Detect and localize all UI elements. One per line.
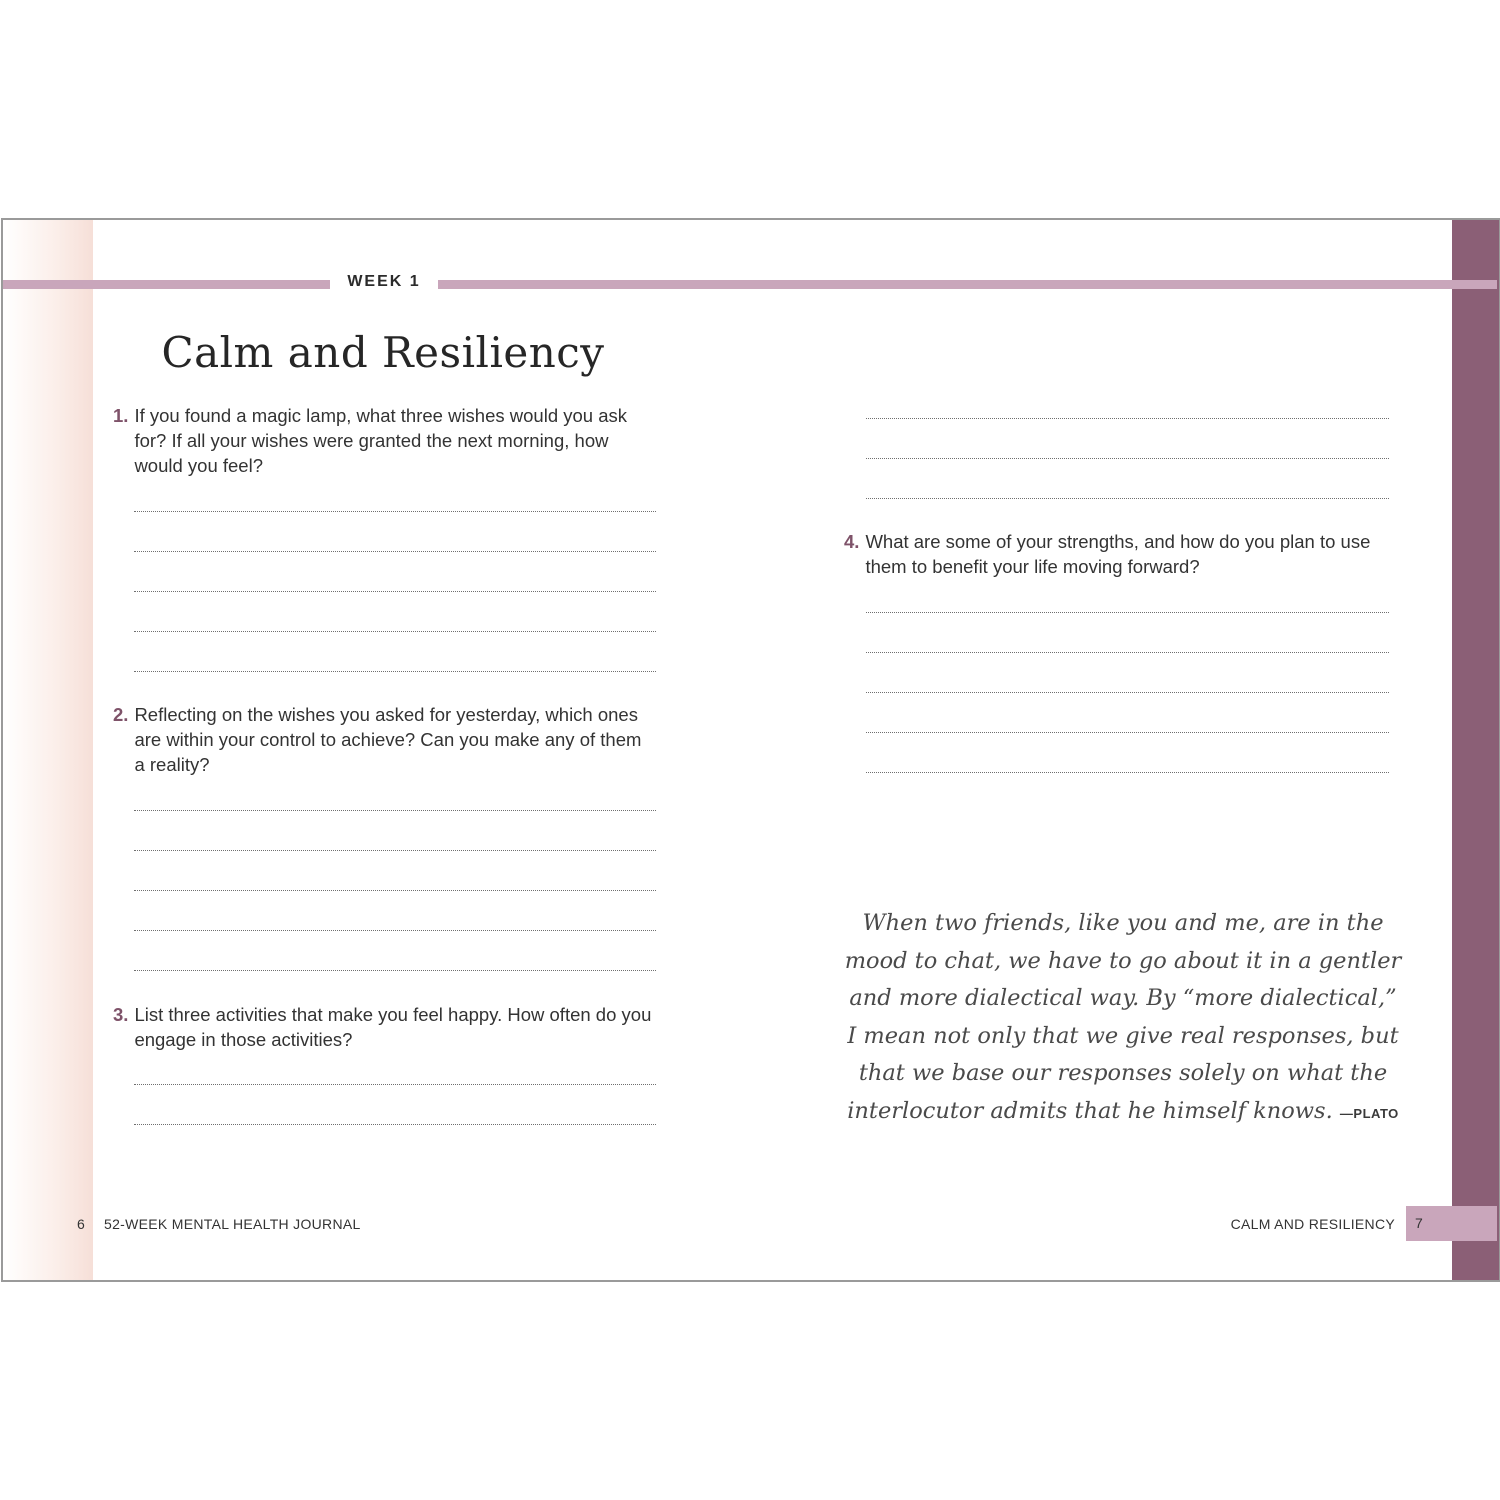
answer-line[interactable] xyxy=(134,511,656,512)
answer-line[interactable] xyxy=(134,631,656,632)
question-number: 4. xyxy=(844,531,860,552)
question-text: Reflecting on the wishes you asked for yesterday, which ones are within your control to achieve? Can you make any of them a reality? xyxy=(134,704,642,775)
quote-attribution: —PLATO xyxy=(1339,1105,1399,1121)
answer-line[interactable] xyxy=(134,970,656,971)
answer-line[interactable] xyxy=(134,551,656,552)
journal-spread xyxy=(1,218,1500,1282)
answer-line[interactable] xyxy=(866,458,1389,459)
question-1 xyxy=(113,403,653,478)
question-number: 1. xyxy=(113,405,129,426)
question-3 xyxy=(113,1002,653,1052)
right-running-title: CALM AND RESILIENCY xyxy=(1230,1216,1395,1232)
left-running-title: 52-WEEK MENTAL HEALTH JOURNAL xyxy=(104,1216,361,1232)
answer-line[interactable] xyxy=(134,671,656,672)
answer-line[interactable] xyxy=(134,591,656,592)
answer-line[interactable] xyxy=(134,810,656,811)
question-number: 2. xyxy=(113,704,129,725)
page-title: Calm and Resiliency xyxy=(161,328,605,377)
right-edge-tab xyxy=(1452,220,1499,1280)
quote-text: When two friends, like you and me, are in the mood to chat, we have to go about it in a gentler and more dialectical way. By “more dialectical,” I mean not only that we give real responses, but that we base our responses solely on what the interlocutor admits that he himself knows. xyxy=(844,910,1402,1124)
answer-line[interactable] xyxy=(866,612,1389,613)
week-rule-right xyxy=(438,280,1497,289)
right-page-number-box xyxy=(1406,1206,1497,1241)
question-4 xyxy=(844,529,1389,579)
left-page-number: 6 xyxy=(77,1216,85,1232)
question-text: List three activities that make you feel happy. How often do you engage in those activities? xyxy=(134,1004,652,1050)
question-number: 3. xyxy=(113,1004,129,1025)
answer-line[interactable] xyxy=(134,1084,656,1085)
answer-line[interactable] xyxy=(866,418,1389,419)
answer-line[interactable] xyxy=(866,732,1389,733)
right-page-number: 7 xyxy=(1415,1215,1423,1231)
answer-line[interactable] xyxy=(866,692,1389,693)
answer-line[interactable] xyxy=(866,498,1389,499)
plato-quote xyxy=(843,905,1403,1132)
question-text: If you found a magic lamp, what three wishes would you ask for? If all your wishes were granted the next morning, how would you feel? xyxy=(134,405,627,476)
answer-line[interactable] xyxy=(134,890,656,891)
answer-line[interactable] xyxy=(866,652,1389,653)
answer-line[interactable] xyxy=(134,850,656,851)
left-gutter-shade xyxy=(3,220,93,1280)
week-label: WEEK 1 xyxy=(347,273,421,290)
answer-line[interactable] xyxy=(134,930,656,931)
question-2 xyxy=(113,702,643,777)
question-text: What are some of your strengths, and how do you plan to use them to benefit your life moving forward? xyxy=(865,531,1371,577)
answer-line[interactable] xyxy=(134,1124,656,1125)
week-rule-left xyxy=(3,280,330,289)
answer-line[interactable] xyxy=(866,772,1389,773)
